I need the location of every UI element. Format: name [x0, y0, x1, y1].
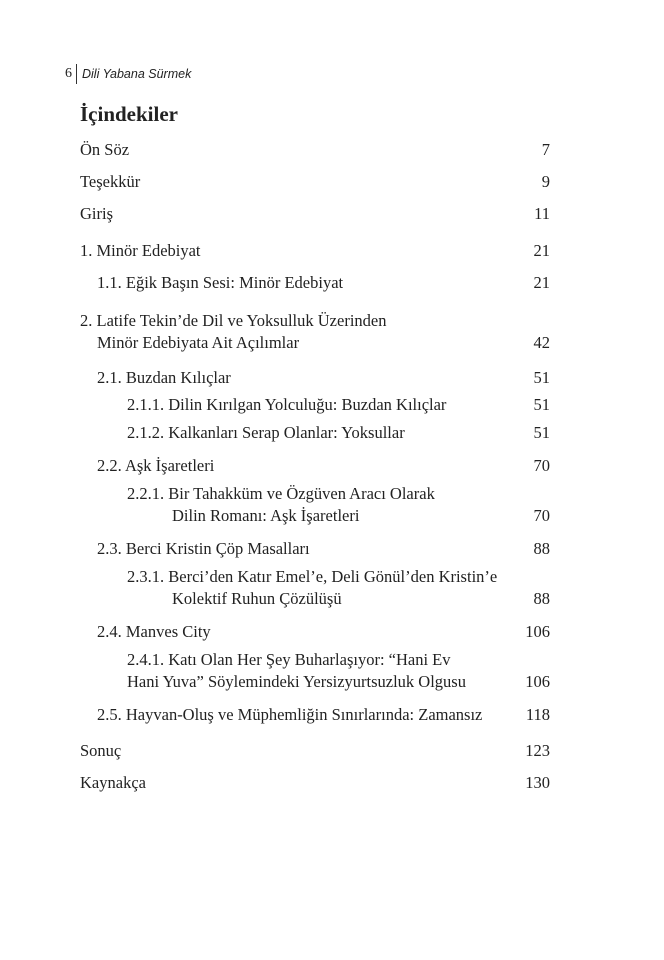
- toc-entry-page: 51: [533, 395, 550, 414]
- toc-entry-label: 2.1.1. Dilin Kırılgan Yolculuğu: Buzdan Kılıçlar: [127, 395, 447, 414]
- toc-entry-page: 106: [525, 672, 550, 691]
- toc-entry-page: 51: [533, 368, 550, 387]
- header-divider: [76, 64, 77, 84]
- toc-entry-label: Sonuç: [80, 741, 122, 760]
- page-title: İçindekiler: [80, 102, 178, 126]
- toc-entry-page: 70: [533, 456, 550, 475]
- toc-entry-page: 11: [534, 204, 550, 223]
- toc-entry-label: 2.1. Buzdan Kılıçlar: [97, 368, 231, 387]
- toc-entry-label: 2.2. Aşk İşaretleri: [97, 456, 215, 475]
- toc-entry-page: 70: [533, 506, 550, 525]
- toc-entry-page: 130: [525, 773, 550, 792]
- header-running-title: Dili Yabana Sürmek: [82, 67, 192, 81]
- toc-entry-label: 2.3. Berci Kristin Çöp Masalları: [97, 539, 310, 558]
- toc-entry-page: 42: [533, 333, 550, 352]
- toc-entry-label: 1. Minör Edebiyat: [80, 241, 201, 260]
- toc-entry-label: Kaynakça: [80, 773, 146, 792]
- toc-entry-label: 2. Latife Tekin’de Dil ve Yoksulluk Üzerinden Minör Edebiyata Ait Açılımlar: [80, 311, 387, 352]
- running-header: [65, 64, 191, 84]
- toc-entry-label: 2.2.1. Bir Tahakküm ve Özgüven Aracı Olarak Dilin Romanı: Aşk İşaretleri: [127, 484, 435, 525]
- toc-entry-page: 88: [533, 589, 550, 608]
- toc-entry-label: 2.1.2. Kalkanları Serap Olanlar: Yoksullar: [127, 423, 405, 442]
- toc-entry-label: Ön Söz: [80, 140, 130, 159]
- toc-entry-page: 88: [533, 539, 550, 558]
- toc-entry-label: 2.4. Manves City: [97, 622, 211, 641]
- toc-entry-label: 2.4.1. Katı Olan Her Şey Buharlaşıyor: “Hani Ev Hani Yuva” Söylemindeki Yersizyurtsuzluk Olgusu: [127, 650, 466, 691]
- toc-entry-page: 123: [525, 741, 550, 760]
- toc-entry-label: Giriş: [80, 204, 113, 223]
- toc-entry-page: 9: [541, 172, 550, 191]
- toc-entry-label: 1.1. Eğik Başın Sesi: Minör Edebiyat: [97, 273, 344, 292]
- toc-entry-page: 21: [533, 241, 550, 260]
- header-page-number: 6: [65, 66, 72, 81]
- toc-entry-page: 51: [533, 423, 550, 442]
- toc-entry-page: 106: [525, 622, 550, 641]
- toc-entry-page: 21: [533, 273, 550, 292]
- toc-entry-label: 2.5. Hayvan-Oluş ve Müphemliğin Sınırlarında: Zamansız: [97, 705, 483, 724]
- toc-entry-page: 118: [525, 705, 550, 724]
- toc-entry-label: Teşekkür: [80, 172, 141, 191]
- toc-entry-label: 2.3.1. Berci’den Katır Emel’e, Deli Gönül’den Kristin’e Kolektif Ruhun Çözülüşü: [127, 567, 498, 608]
- toc-entry-page: 7: [541, 140, 550, 159]
